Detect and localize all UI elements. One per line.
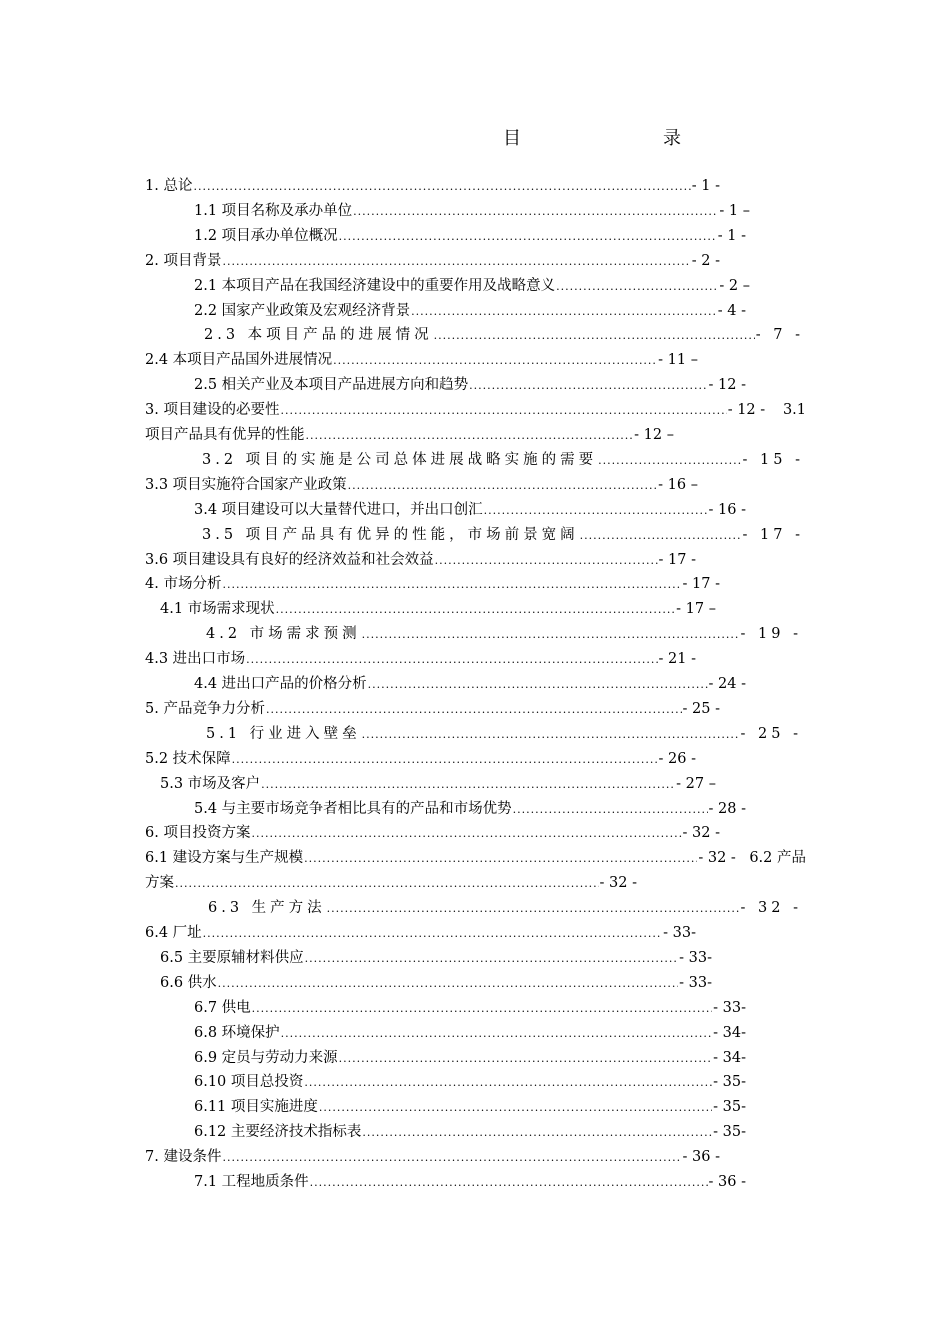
- toc-entry[interactable]: [145, 747, 696, 771]
- toc-entry-page: - 33-: [663, 925, 696, 941]
- toc-entry-page: - 25 -: [740, 725, 802, 742]
- toc-entry-page: - 12 -: [727, 402, 766, 419]
- toc-entry[interactable]: [194, 1046, 746, 1070]
- toc-leader-dots: [261, 773, 675, 796]
- toc-entry[interactable]: [145, 871, 637, 895]
- toc-entry[interactable]: [194, 1070, 746, 1094]
- toc-entry-page: - 16 -: [708, 501, 746, 518]
- toc-entry[interactable]: [160, 971, 712, 995]
- toc-entry[interactable]: [194, 224, 746, 248]
- toc-leader-dots: [339, 1047, 712, 1070]
- toc-entry[interactable]: [194, 672, 746, 696]
- toc-entry-page: - 35-: [713, 1124, 746, 1141]
- toc-entry-page: - 35-: [713, 1074, 746, 1091]
- toc-entry[interactable]: [145, 572, 720, 596]
- toc-leader-dots: [580, 524, 742, 547]
- toc-entry-page: - 1 -: [717, 227, 746, 244]
- toc-entry-page: - 1 –: [719, 202, 750, 219]
- toc-leader-dots: [193, 175, 690, 198]
- toc-entry-label: 3.5 项目产品具有优异的性能，市场前景宽阔: [202, 526, 579, 543]
- toc-entry-page: - 34-: [713, 1049, 746, 1066]
- toc-entry-label: 3.3 项目实施符合国家产业政策: [145, 476, 347, 493]
- toc-leader-dots: [362, 723, 740, 746]
- toc-entry[interactable]: [202, 523, 804, 547]
- toc-leader-dots: [306, 424, 634, 447]
- toc-leader-dots: [251, 822, 681, 845]
- toc-leader-dots: [305, 947, 678, 970]
- toc-entry-page: - 19 -: [740, 626, 802, 643]
- toc-entry-page: - 4 -: [717, 302, 746, 319]
- toc-entry-page: - 36 -: [708, 1174, 746, 1190]
- toc-entry[interactable]: [194, 1095, 746, 1119]
- toc-entry-label: 5.3 市场及客户: [160, 775, 261, 792]
- toc-entry-page: - 33-: [679, 974, 712, 991]
- toc-entry[interactable]: [206, 622, 802, 646]
- toc-entry-label: 6.7 供电: [194, 999, 251, 1016]
- toc-entry-page: - 1 -: [691, 178, 720, 194]
- toc-entry[interactable]: [145, 249, 720, 273]
- toc-entry-page: - 16 –: [658, 476, 698, 493]
- toc-leader-dots: [484, 499, 708, 522]
- toc-leader-dots: [203, 922, 662, 945]
- toc-entry[interactable]: [206, 722, 802, 746]
- toc-entry[interactable]: [194, 1170, 746, 1194]
- toc-entry-label: 3.2 项目的实施是公司总体进展战略实施的需要: [202, 451, 598, 468]
- toc-leader-dots: [513, 798, 708, 821]
- toc-entry-page: - 12 -: [708, 377, 746, 394]
- toc-entry-label: 6.8 环境保护: [194, 1024, 280, 1041]
- toc-entry[interactable]: [145, 1145, 720, 1169]
- toc-entry-label: 2.3 本项目产品的进展情况: [204, 327, 433, 344]
- toc-leader-dots: [222, 573, 681, 596]
- toc-entry-page: - 26 -: [658, 750, 696, 767]
- toc-entry-label: 7. 建设条件: [145, 1149, 222, 1166]
- toc-entry[interactable]: [145, 473, 698, 497]
- toc-entry-label: 2.5 相关产业及本项目产品进展方向和趋势: [194, 377, 469, 394]
- toc-title: [0, 124, 950, 150]
- toc-entry-label: 4.3 进出口市场: [145, 651, 246, 668]
- toc-entry-page: - 32 -: [740, 900, 802, 917]
- toc-entry-label: 6.4 厂址: [145, 925, 202, 941]
- toc-leader-dots: [310, 1171, 708, 1194]
- toc-entry-overflow-label: 6.2 产品: [749, 850, 806, 867]
- toc-leader-dots: [368, 673, 708, 696]
- toc-entry-label: 2.1 本项目产品在我国经济建设中的重要作用及战略意义: [194, 277, 556, 294]
- toc-entry[interactable]: [194, 996, 746, 1020]
- toc-entry-page: - 34-: [713, 1024, 746, 1041]
- toc-entry-label: 4.4 进出口产品的价格分析: [194, 676, 367, 692]
- toc-entry[interactable]: [204, 323, 804, 347]
- toc-entry[interactable]: [145, 348, 698, 372]
- toc-entry-label: 6.5 主要原辅材料供应: [160, 949, 304, 966]
- toc-entry-label: 6.12 主要经济技术指标表: [194, 1124, 362, 1141]
- toc-leader-dots: [281, 1022, 712, 1045]
- toc-entry-page: - 32 -: [682, 825, 720, 842]
- toc-entry[interactable]: [194, 1120, 746, 1144]
- toc-entry[interactable]: [145, 174, 720, 198]
- toc-entry-label: 2.2 国家产业政策及宏观经济背景: [194, 302, 411, 319]
- toc-leader-dots: [327, 897, 740, 920]
- toc-entry[interactable]: [194, 1021, 746, 1045]
- toc-entry-label: 2.4 本项目产品国外进展情况: [145, 352, 333, 369]
- toc-leader-dots: [175, 872, 599, 895]
- toc-entry-label: 6. 项目投资方案: [145, 825, 251, 842]
- toc-entry-label: 方案: [145, 875, 174, 892]
- toc-entry-overflow-label: 3.1: [782, 402, 806, 419]
- toc-entry-label: 5. 产品竞争力分析: [145, 700, 265, 717]
- toc-entry-page: - 25 -: [682, 700, 720, 717]
- toc-leader-dots: [333, 349, 657, 372]
- toc-leader-dots: [411, 300, 717, 323]
- toc-leader-dots: [362, 623, 740, 646]
- toc-entry-label: 6.11 项目实施进度: [194, 1099, 318, 1116]
- toc-entry-label: 5.2 技术保障: [145, 750, 231, 767]
- toc-entry-label: 项目产品具有优异的性能: [145, 427, 305, 443]
- toc-entry-label: 4.1 市场需求现状: [160, 601, 275, 618]
- toc-entry-label: 6.6 供水: [160, 974, 217, 991]
- toc-entry-page: - 28 -: [708, 800, 746, 817]
- toc-entry-label: 5.4 与主要市场竞争者相比具有的产品和市场优势: [194, 800, 512, 817]
- toc-entry-page: - 32 -: [698, 850, 736, 867]
- toc-entry[interactable]: [194, 199, 750, 223]
- toc-entry-label: 6.9 定员与劳动力来源: [194, 1049, 338, 1066]
- toc-leader-dots: [266, 698, 682, 721]
- toc-entry-page: - 17 –: [676, 601, 716, 618]
- toc-entry-page: - 27 –: [676, 775, 716, 792]
- toc-leader-dots: [556, 275, 718, 298]
- toc-entry-label: 1.2 项目承办单位概况: [194, 227, 338, 244]
- toc-leader-dots: [276, 598, 676, 621]
- toc-leader-dots: [348, 474, 658, 497]
- toc-leader-dots: [218, 972, 678, 995]
- toc-entry-page: - 17 -: [742, 526, 804, 543]
- toc-entry-page: - 12 –: [634, 427, 674, 443]
- toc-leader-dots: [252, 997, 712, 1020]
- toc-entry-page: - 35-: [713, 1099, 746, 1116]
- toc-entry-label: 3.6 项目建设具有良好的经济效益和社会效益: [145, 551, 434, 568]
- toc-leader-dots: [319, 1096, 712, 1119]
- toc-entry[interactable]: [145, 846, 806, 870]
- toc-leader-dots: [598, 449, 741, 472]
- toc-entry[interactable]: [145, 398, 806, 422]
- toc-entry[interactable]: [145, 821, 720, 845]
- toc-title-part1: 目: [503, 128, 521, 149]
- toc-entry-page: - 21 -: [658, 651, 696, 668]
- toc-leader-dots: [434, 324, 755, 347]
- toc-entry-page: - 33-: [713, 999, 746, 1016]
- toc-leader-dots: [353, 200, 718, 223]
- toc-leader-dots: [280, 399, 726, 422]
- toc-title-part2: 录: [663, 128, 681, 149]
- toc-entry-page: - 7 -: [755, 327, 804, 344]
- toc-entry-label: 2. 项目背景: [145, 252, 222, 269]
- toc-entry-page: - 17 -: [682, 576, 720, 593]
- toc-entry[interactable]: [145, 697, 720, 721]
- toc-entry-page: - 32 -: [599, 875, 637, 892]
- toc-entry[interactable]: [160, 946, 712, 970]
- toc-entry-page: - 24 -: [708, 676, 746, 692]
- toc-leader-dots: [246, 648, 657, 671]
- toc-entry-label: 3. 项目建设的必要性: [145, 402, 280, 419]
- toc-entry-page: - 17 -: [658, 551, 696, 568]
- toc-leader-dots: [222, 250, 690, 273]
- toc-entry[interactable]: [194, 299, 746, 323]
- toc-entry-page: - 15 -: [742, 451, 804, 468]
- toc-leader-dots: [304, 847, 697, 870]
- toc-entry[interactable]: [194, 274, 750, 298]
- toc-entry-page: - 2 -: [691, 252, 720, 269]
- toc-entry-label: 3.4 项目建设可以大量替代进口，并出口创汇: [194, 501, 483, 518]
- toc-entry[interactable]: [194, 498, 746, 522]
- toc-entry-page: - 11 –: [658, 352, 698, 369]
- toc-entry[interactable]: [145, 921, 696, 945]
- toc-leader-dots: [469, 374, 707, 397]
- toc-entry[interactable]: [194, 373, 746, 397]
- toc-entry-label: 1.1 项目名称及承办单位: [194, 202, 353, 219]
- toc-entry-page: - 2 –: [719, 277, 750, 294]
- toc-leader-dots: [339, 225, 717, 248]
- toc-entry-label: 7.1 工程地质条件: [194, 1174, 309, 1190]
- toc-entry-label: 4.2 市场需求预测: [206, 626, 361, 643]
- toc-leader-dots: [435, 549, 658, 572]
- toc-leader-dots: [304, 1071, 712, 1094]
- toc-leader-dots: [232, 748, 658, 771]
- toc-entry-label: 6.10 项目总投资: [194, 1074, 304, 1091]
- toc-entry-label: 4. 市场分析: [145, 576, 222, 593]
- toc-entry[interactable]: [202, 448, 804, 472]
- toc-entry-label: 5.1 行业进入壁垒: [206, 725, 361, 742]
- toc-entry[interactable]: [145, 647, 696, 671]
- toc-leader-dots: [362, 1121, 712, 1144]
- toc-entry-page: - 36 -: [682, 1149, 720, 1166]
- toc-entry-page: - 33-: [679, 949, 712, 966]
- toc-entry-label: 6.3 生产方法: [208, 900, 326, 917]
- toc-entry[interactable]: [194, 797, 746, 821]
- toc-entry[interactable]: [145, 548, 696, 572]
- toc-entry[interactable]: [160, 772, 716, 796]
- toc-leader-dots: [222, 1146, 681, 1169]
- toc-entry[interactable]: [160, 597, 716, 621]
- toc-entry[interactable]: [208, 896, 802, 920]
- toc-entry-label: 6.1 建设方案与生产规模: [145, 850, 304, 867]
- toc-entry[interactable]: [145, 423, 674, 447]
- toc-entry-label: 1. 总论: [145, 178, 193, 194]
